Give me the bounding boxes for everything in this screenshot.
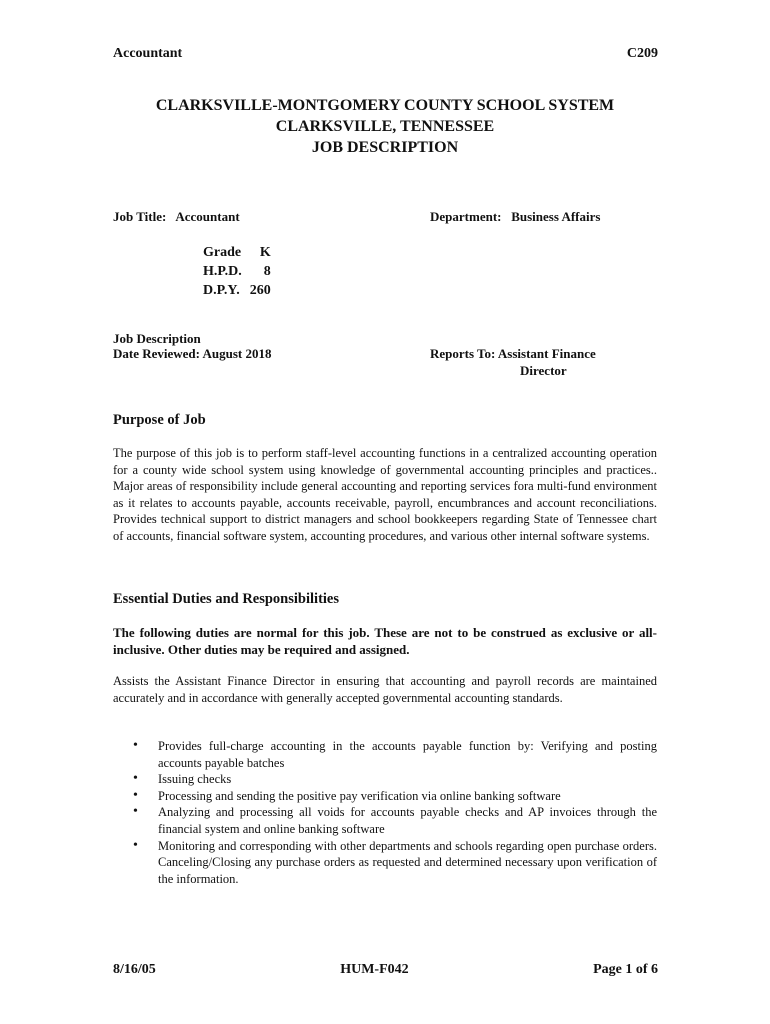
hpd-label: H.P.D.	[203, 264, 242, 279]
job-title: Job Title: Accountant	[113, 209, 240, 224]
list-item: • Provides full-charge accounting in the accounts payable function by: Verifying and posting accounts payable batches	[158, 738, 657, 771]
purpose-text: The purpose of this job is to perform staff-level accounting functions in a centralized accounting operation for a county wide school system using knowledge of governmental accounting principles and practices.. Major areas of responsibility include general accounting and reporting services fora multi-fund environment as it relates to accounts payable, accounts receivable, payroll, encumbrances and account reconciliations. Provides technical support to district managers and school bookkeepers regarding State of Tennessee chart of accounts, financial software system, accounting procedures, and various other internal software systems.	[113, 446, 657, 543]
job-description-label: Job Description	[113, 331, 201, 346]
footer-page-number: Page 1 of 6	[593, 962, 658, 977]
dpy-label: D.P.Y.	[203, 283, 240, 298]
document-title-line-2: CLARKSVILLE, TENNESSEE	[275, 118, 495, 135]
page-footer	[113, 962, 658, 978]
duties-intro: Assists the Assistant Finance Director in ensuring that accounting and payroll records are maintained accurately and in accordance with generally accepted governmental accounting standards.	[113, 674, 657, 705]
reports-to: Reports To: Assistant Finance	[430, 346, 596, 361]
purpose-heading: Purpose of Job	[113, 412, 206, 428]
list-item: • Monitoring and corresponding with other departments and schools regarding open purchase orders. Canceling/Closing any purchase orders as requested and determined necessary upon verification of the information.	[158, 838, 657, 888]
document-title-line-1: CLARKSVILLE-MONTGOMERY COUNTY SCHOOL SYSTEM	[155, 97, 615, 114]
header-job-name: Accountant	[113, 46, 183, 61]
dpy-value: 260	[249, 283, 271, 298]
grade-label: Grade	[203, 245, 242, 260]
duties-note: The following duties are normal for this job. These are not to be construed as exclusive or all-inclusive. Other duties may be required and assigned.	[113, 625, 657, 657]
hpd-row	[203, 262, 271, 281]
header-code: C209	[626, 46, 658, 61]
reports-to-continued: Director	[520, 363, 567, 378]
footer-form-number: HUM-F042	[340, 962, 409, 977]
duties-list	[113, 738, 657, 887]
list-item: • Processing and sending the positive pay verification via online banking software	[158, 788, 657, 805]
duties-heading: Essential Duties and Responsibilities	[113, 591, 340, 607]
grade-value: K	[259, 245, 271, 260]
dpy-row	[203, 281, 271, 300]
footer-date: 8/16/05	[113, 962, 156, 977]
document-title-line-3: JOB DESCRIPTION	[311, 139, 459, 156]
grade-row	[203, 243, 271, 262]
page-header	[113, 46, 658, 62]
grade-table	[203, 243, 271, 300]
list-item: • Analyzing and processing all voids for accounts payable checks and AP invoices through the financial system and online banking software	[158, 804, 657, 837]
department: Department: Business Affairs	[430, 209, 601, 224]
list-item: • Issuing checks	[158, 771, 657, 788]
hpd-value: 8	[263, 264, 271, 279]
date-reviewed: Date Reviewed: August 2018	[113, 346, 272, 361]
